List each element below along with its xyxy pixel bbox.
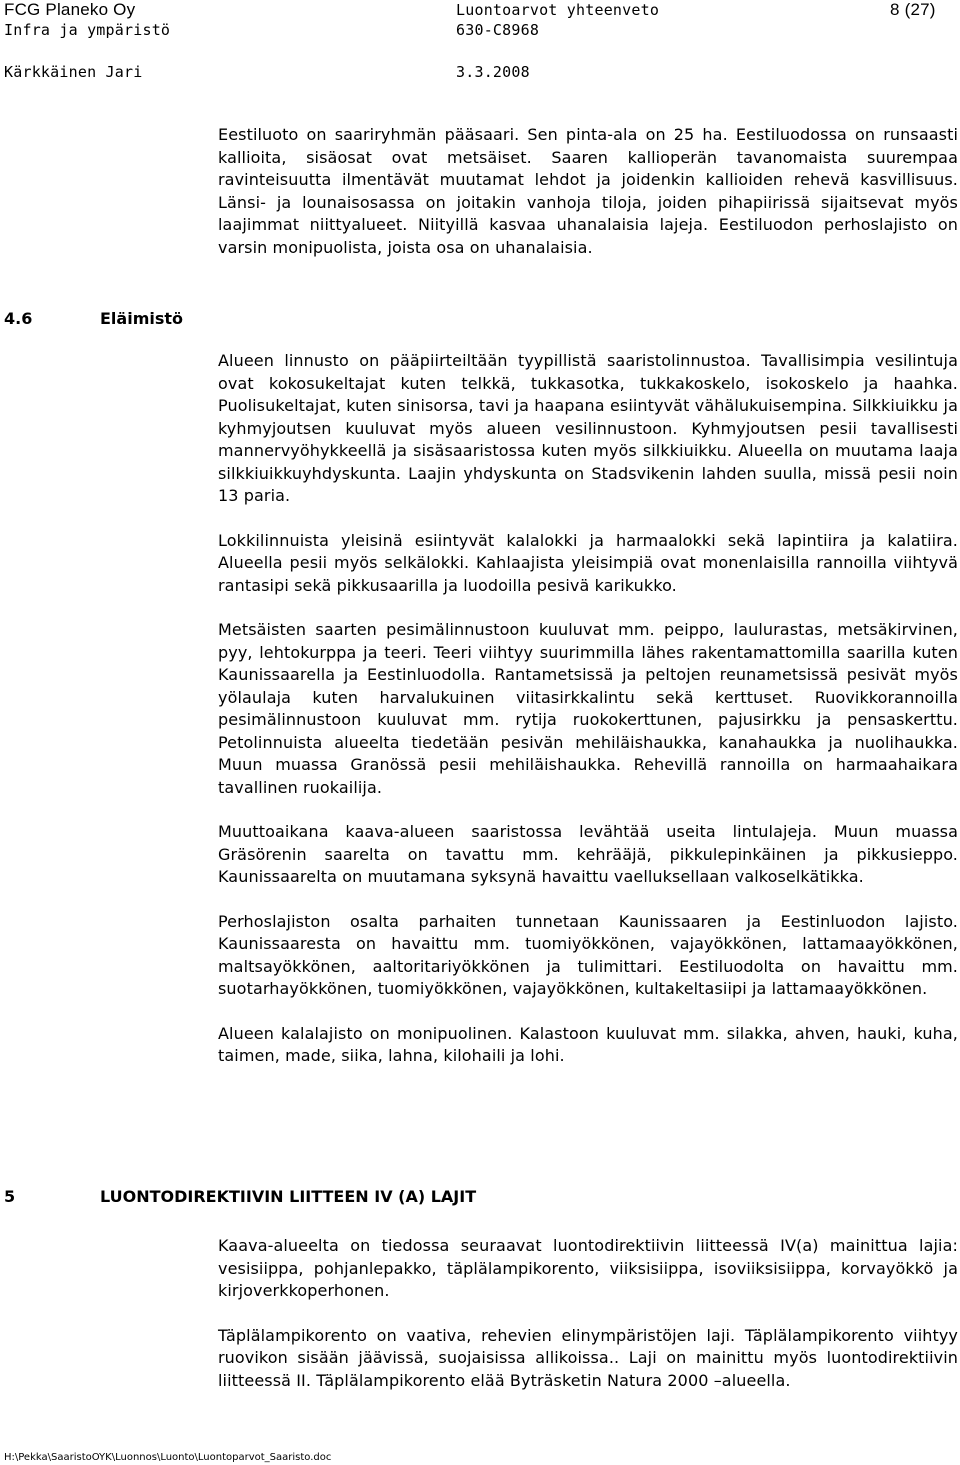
paragraph-dragonfly: Täplälampikorento on vaativa, rehevien elinympäristöjen laji. Täplälampikorento viihtyy ruovikon sisään jäävissä, suojaisissa allikoissa.. Laji on mainittu myös luontodirektiivin liitteessä II. Täplälampikorento elää Byträsketin Natura 2000 –alueella.	[218, 1325, 958, 1390]
section-5-body	[218, 1235, 958, 1392]
section-5-title: LUONTODIREKTIIVIN LIITTEEN IV (A) LAJIT	[100, 1187, 477, 1206]
section-4-6-heading	[4, 309, 184, 329]
section-4-6-body	[218, 350, 958, 1068]
paragraph-birds-water: Alueen linnusto on pääpiirteiltään tyypillistä saaristolinnustoa. Tavallisimpia vesilintuja ovat kokosukeltajat kuten telkkä, tukkasotka, tukkakoskelo, isokoskelo ja haahka. Puolisukeltajat, kuten sinisorsa, tavi ja haapana esiintyvät vähälukuisempina. Silkkiuikku ja kyhmyjoutsen kuuluvat myös alueen vesilinnustoon. Kyhmyjoutsen pesii tavallisesti mannervyöhykkeellä ja sisäsaaristossa kuten myös silkkiuikku. Alueella on muutama laaja silkkiuikkuyhdyskunta. Laajin yhdyskunta on Stadsvikenin lahden suulla, missä pesii noin 13 paria.	[218, 351, 958, 505]
paragraph-gulls: Lokkilinnuista yleisinä esiintyvät kalalokki ja harmaalokki sekä lapintiira ja kalatiira. Alueella pesii myös selkälokki. Kahlaajista yleisimpiä ovat monenlaisilla rannoilla viihtyvä rantasipi sekä pikkusaarilla ja luodoilla pesivä karikukko.	[218, 530, 958, 595]
paragraph-fish: Alueen kalalajisto on monipuolinen. Kalastoon kuuluvat mm. silakka, ahven, hauki, kuha, taimen, made, siika, lahna, kilohaili ja lohi.	[218, 1023, 958, 1065]
paragraph-forest-birds: Metsäisten saarten pesimälinnustoon kuuluvat mm. peippo, laulurastas, metsäkirvinen, pyy, lehtokurppa ja teeri. Teeri viihtyy suurimmilla lähes rakentamattomilla saarilla kuten Kaunissaarella ja Eestinluodolla. Rantametsissä ja peltojen reunametsissä pesivät myös yölaulaja kuten harvalukuinen viitasirkkalintu sekä kerttuset. Ruovikkorannoilla pesimälinnustoon kuuluvat mm. rytija ruokokerttunen, pajusirkku ja pensaskerttu. Petolinnuista alueelta tiedetään pesivän mehiläishaukka, kanahaukka ja nuolihaukka. Muun muassa Granössä pesii mehiläishaukka. Rehevillä rannoilla on harmaahaikara tavallinen ruokailija.	[218, 620, 958, 797]
header-doc-title: Luontoarvot yhteenveto	[456, 1, 660, 19]
header-doc-code: 630-C8968	[456, 21, 540, 39]
header-department: Infra ja ympäristö	[4, 21, 171, 39]
header-author: Kärkkäinen Jari	[4, 63, 143, 81]
paragraph-migration: Muuttoaikana kaava-alueen saaristossa levähtää useita lintulajeja. Muun muassa Gräsörenin saarelta on tavattu mm. kehrääjä, pikkulepinkäinen ja pikkusieppo. Kaunissaarelta on muutamana syksynä havaittu vaelluksellaan valkoselkätikka.	[218, 822, 958, 886]
footer-file-path: H:\Pekka\SaaristoOYK\Luonnos\Luonto\Luontoparvot_Saaristo.doc	[4, 1452, 332, 1463]
header-page-number: 8 (27)	[890, 0, 936, 19]
intro-text-block	[218, 124, 958, 259]
section-4-6-title: Eläimistö	[100, 309, 184, 328]
section-5-heading	[4, 1187, 477, 1207]
header-date: 3.3.2008	[456, 63, 530, 81]
section-4-6-number: 4.6	[4, 309, 33, 328]
intro-paragraph: Eestiluoto on saariryhmän pääsaari. Sen pinta-ala on 25 ha. Eestiluodossa on runsaasti kallioita, sisäosat ovat metsäiset. Saaren kallioperän tavanomaista suurempaa ravinteisuutta ilmentävät muutamat lehdot ja joidenkin kallioiden rehevä kasvillisuus. Länsi- ja lounaisosassa on joitakin vanhoja tiloja, joiden pihapiirissä sijaitsevat myös laajimmat niittyalueet. Niityillä kasvaa uhanalaisia lajeja. Eestiluodon perhoslajisto on varsin monipuolista, joista osa on uhanalaisia.	[218, 125, 958, 257]
paragraph-annex-species: Kaava-alueelta on tiedossa seuraavat luontodirektiivin liitteessä IV(a) mainittua lajia: vesisiippa, pohjanlepakko, täplälampikorento, viiksisiippa, isoviiksisiippa, korvayökkö ja kirjoverkkoperhonen.	[218, 1236, 958, 1300]
header-company: FCG Planeko Oy	[4, 0, 136, 19]
paragraph-butterflies: Perhoslajiston osalta parhaiten tunnetaan Kaunissaaren ja Eestinluodon lajisto. Kaunissaaresta on havaittu mm. tuomiyökkönen, vajayökkönen, lattamaayökkönen, maltsayökkönen, aaltoritariyökkönen ja tulimittari. Eestiluodolta on havaittu mm. suotarhayökkönen, tuomiyökkönen, vajayökkönen, kultakeltasiipi ja lattamaayökkönen.	[218, 911, 958, 998]
section-5-number: 5	[4, 1187, 16, 1206]
